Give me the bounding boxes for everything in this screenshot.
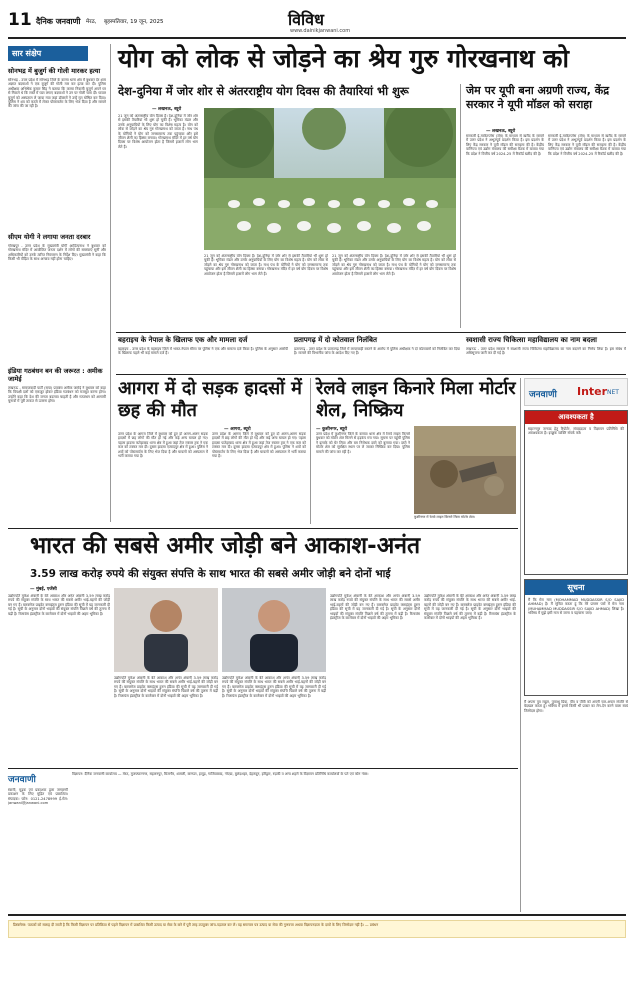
- agra-byline: — आगरा, ब्यूरो: [224, 427, 251, 432]
- lead-byline: — लखनऊ, ब्यूरो: [152, 107, 182, 112]
- jem-byline: — लखनऊ, ब्यूरो: [486, 129, 516, 134]
- mortar-photo-image: [414, 426, 516, 514]
- masthead: [8, 8, 626, 36]
- ambani-headline-1: भारत की सबसे अमीर जोड़ी बने आकाश-अनंत: [30, 533, 421, 559]
- short-story-headline: स्वशासी राज्य चिकित्सा महाविद्यालय का नाम बदला: [466, 336, 597, 344]
- imprint-body: स्वामी, मुद्रक एवं प्रकाशक द्वारा जनवाणी प्रकाशन के लिए मुद्रित एवं प्रकाशित। संपादक। फोन: 0121-2478999 ई-मेल: janwani@janwani.com: [8, 788, 68, 806]
- lead-body-continued: 21 जून को अंतरराष्ट्रीय योग दिवस है। देश-दुनिया में जोर शोर से इसकी तैयारियां भी शुरू हो चुकी हैं। भूमिका मंडल और उनके अनुयायियों के लिए योग का विशेष महत्व है। योग को लोक से जोड़ने का श्रेय गुरु गोरखनाथ को जाता है। नाथ पंथ के योगियों ने योग को जनसामान्य तक पहुंचाया और इसे जीवन शैली का हिस्सा बनाया। गोरखनाथ मंदिर में हर वर्ष योग दिवस पर विशेष आयोजन होता है जिसमें हजारों लोग भाग लेते हैं।: [204, 254, 328, 276]
- yoga-photo: [204, 108, 456, 250]
- website-url[interactable]: www.dainikjanwani.com: [290, 28, 351, 34]
- jem-body: सरकारी ई-मार्केटप्लेस (जेम) के माध्यम से खरीद के मामले में उत्तर प्रदेश ने अभूतपूर्व प्रदर्शन किया है। इस प्रदर्शन के लिए केंद्र सरकार ने यूपी मॉडल की सराहना की है। केंद्रीय वाणिज्य एवं उद्योग मंत्रालय की समीक्षा बैठक में बताया गया कि प्रदेश ने वित्तीय वर्ष 2024-25 में रिकॉर्ड खरीद की है।: [466, 134, 544, 156]
- notice-title: आवश्यकता है: [525, 411, 627, 424]
- ad-brand-sub: NET: [607, 389, 619, 396]
- ambani-photo-image: [222, 588, 326, 672]
- ambani-byline: — मुंबई, एजेंसी: [30, 587, 57, 592]
- rule-1: [116, 332, 626, 333]
- sidebar-item: [8, 367, 106, 486]
- sidebar-heading: सार संक्षेप: [8, 46, 88, 61]
- rule-2: [116, 374, 626, 375]
- offices-list: विज्ञापन: दैनिक जनवाणी कार्यालय — मेरठ, मुजफ्फरनगर, सहारनपुर, बिजनौर, शामली, बागपत, हापुड़, गाजियाबाद, नोएडा, बुलंदशहर, देहरादून, हरिद्वार, रुड़की व अन्य शहरों के विज्ञापन प्रतिनिधि कार्यालयों के पते एवं फोन नंबर।: [72, 772, 369, 776]
- ambani-body-continued: उद्योगपति मुकेश अंबानी के बेटे आकाश और अनंत अंबानी 3.59 लाख करोड़ रुपये की संयुक्त संपत्ति के साथ भारत की सबसे अमीर भाई-बहनों की जोड़ी बन गए हैं। बारक्लेज प्राइवेट क्लाइंट्स हुरुन इंडिया की सूची में यह जानकारी दी गई है। सूची के अनुसार दोनों भाइयों की संयुक्त संपत्ति पिछले वर्ष की तुलना में बढ़ी है। रिलायंस इंडस्ट्रीज के कारोबार में दोनों भाइयों की अहम भूमिका है।: [114, 676, 218, 698]
- ad-column: [524, 378, 628, 912]
- jem-headline: जेम पर यूपी बना अग्रणी राज्य, केंद्र सरकार ने यूपी मॉडल को सराहा: [466, 84, 610, 111]
- city: मेरठ,: [86, 19, 97, 25]
- ambani-body: उद्योगपति मुकेश अंबानी के बेटे आकाश और अनंत अंबानी 3.59 लाख करोड़ रुपये की संयुक्त संपत्ति के साथ भारत की सबसे अमीर भाई-बहनों की जोड़ी बन गए हैं। बारक्लेज प्राइवेट क्लाइंट्स हुरुन इंडिया की सूची में यह जानकारी दी गई है। सूची के अनुसार दोनों भाइयों की संयुक्त संपत्ति पिछले वर्ष की तुलना में बढ़ी है। रिलायंस इंडस्ट्रीज के कारोबार में दोनों भाइयों की अहम भूमिका है।: [8, 594, 110, 616]
- soochna-title: सूचना: [525, 580, 627, 595]
- short-story-body: बहराइच - उत्तर प्रदेश के बहराइच जिले में भारत-नेपाल सीमा पर पुलिस ने एक और मामला दर्ज किया है। पुलिस के अनुसार आरोपी के खिलाफ पहले भी कई मामले दर्ज हैं।: [118, 347, 288, 356]
- rule-5: [8, 914, 626, 916]
- rail-byline: — कुशीनगर, ब्यूरो: [316, 427, 348, 432]
- sidebar-item-body: सोनभद्र - उत्तर प्रदेश में सोनभद्र जिले के करमा थाना क्षेत्र में बुधवार देर शाम अज्ञात बदमाशों ने एक बुजुर्ग की गोली मार कर हत्या कर दी। पुलिस अधीक्षक अभिषेक कुमार सिंह ने बताया कि करमा निवासी बुजुर्ग अपने घर से निकले थे कि रास्ते में घात लगाए बदमाशों ने उन पर गोली चला दी। घायल बुजुर्ग को अस्पताल ले जाया गया जहां डॉक्टरों ने उन्हें मृत घोषित कर दिया। पुलिस ने शव को कब्जे में लेकर पोस्टमार्टम के लिए भेज दिया है और मामले की जांच की जा रही है।: [8, 78, 106, 109]
- date: बृहस्पतिवार, 19 जून, 2025: [104, 19, 164, 25]
- sidebar-item: [8, 233, 106, 362]
- ad-banner: [524, 378, 628, 406]
- rail-body: उत्तर प्रदेश में कुशीनगर जिले के कसया थाना क्षेत्र में रेलवे लाइन किनारे बुधवार को मोर्टार शेल मिलने से हड़कंप मच गया। सूचना पर पहुंची पुलिस ने इलाके को घेर लिया और बम निरोधक दस्ते को बुलाया गया। दस्ते ने मोर्टार शेल को सुरक्षित स्थान पर ले जाकर निष्क्रिय कर दिया। पुलिस मामले की जांच कर रही है।: [316, 432, 410, 454]
- ambani-headline-2: 3.59 लाख करोड़ रुपये की संयुक्त संपत्ति के साथ भारत की सबसे अमीर जोड़ी बने दोनों भाई: [30, 568, 391, 580]
- rule-3: [8, 528, 518, 529]
- sidebar-item-title: इंडिया गठबंधन बन की जरूरत : अमीक जामेई: [8, 367, 103, 383]
- sidebar: [8, 46, 106, 514]
- paper-name: दैनिक जनवाणी: [36, 17, 81, 26]
- notice-body: सहारनपुर जनपद हेतु रिपोर्टर, संवाददाता व विज्ञापन प्रतिनिधि की आवश्यकता है। इच्छुक व्यक्ति संपर्क करें।: [528, 427, 624, 436]
- soochna-body: मैं कि मेरा नाम (MOHAMMAD MUDDASSIR S/O SAJID AHMAD) है। मैं सूचित करता हूं कि मेरे प्रमाण पत्रों में मेरा नाम (MUHAMMAD MUDDASSIR S/O SAJID AHMAD) लिखा है। भविष्य में मुझे इसी नाम से जाना व पहचाना जाए।: [528, 598, 624, 616]
- ambani-photo: [114, 588, 218, 672]
- ambani-photo-image: [114, 588, 218, 672]
- sidebar-item: [8, 67, 106, 228]
- short-story-headline: बहराइच के नेपाल के खिलाफ एक और मामला दर्ज: [118, 336, 248, 344]
- page-number: 11: [8, 10, 32, 30]
- ambani-body-continued: उद्योगपति मुकेश अंबानी के बेटे आकाश और अनंत अंबानी 3.59 लाख करोड़ रुपये की संयुक्त संपत्ति के साथ भारत की सबसे अमीर भाई-बहनों की जोड़ी बन गए हैं। बारक्लेज प्राइवेट क्लाइंट्स हुरुन इंडिया की सूची में यह जानकारी दी गई है। सूची के अनुसार दोनों भाइयों की संयुक्त संपत्ति पिछले वर्ष की तुलना में बढ़ी है। रिलायंस इंडस्ट्रीज के कारोबार में दोनों भाइयों की अहम भूमिका है।: [222, 676, 326, 698]
- lead-body: 21 जून को अंतरराष्ट्रीय योग दिवस है। देश-दुनिया में जोर शोर से इसकी तैयारियां भी शुरू हो चुकी हैं। भूमिका मंडल और उनके अनुयायियों के लिए योग का विशेष महत्व है। योग को लोक से जोड़ने का श्रेय गुरु गोरखनाथ को जाता है। नाथ पंथ के योगियों ने योग को जनसामान्य तक पहुंचाया और इसे जीवन शैली का हिस्सा बनाया। गोरखनाथ मंदिर में हर वर्ष योग दिवस पर विशेष आयोजन होता है जिसमें हजारों लोग भाग लेते हैं।: [118, 114, 198, 149]
- ad-divider: [520, 378, 521, 912]
- notice-box: [524, 410, 628, 575]
- sidebar-item-body: लखनऊ - समाजवादी पार्टी (सपा) प्रवक्ता अमीक जामेई ने बुधवार को कहा कि विपक्षी दलों को एकजुट होकर इंडिया गठबंधन को मजबूत करना होगा। उन्होंने कहा कि देश की जनता बदलाव चाहती है और गठबंधन को आगामी चुनावों में पूरी ताकत से उतरना होगा।: [8, 386, 106, 404]
- sidebar-item-title: सोनभद्र में बुजुर्ग की गोली मारकर हत्या: [8, 67, 101, 75]
- sidebar-item-title: सीएम योगी ने लगाया जनता दरबार: [8, 233, 91, 241]
- yoga-photo-image: [204, 108, 456, 250]
- agra-divider: [310, 378, 311, 524]
- imprint-title: जनवाणी: [8, 775, 36, 785]
- agra-headline: आगरा में दो सड़क हादसों में छह की मौत: [118, 378, 302, 421]
- short-story-3: [466, 336, 626, 373]
- lead-body-continued: 21 जून को अंतरराष्ट्रीय योग दिवस है। देश-दुनिया में जोर शोर से इसकी तैयारियां भी शुरू हो चुकी हैं। भूमिका मंडल और उनके अनुयायियों के लिए योग का विशेष महत्व है। योग को लोक से जोड़ने का श्रेय गुरु गोरखनाथ को जाता है। नाथ पंथ के योगियों ने योग को जनसामान्य तक पहुंचाया और इसे जीवन शैली का हिस्सा बनाया। गोरखनाथ मंदिर में हर वर्ष योग दिवस पर विशेष आयोजन होता है जिसमें हजारों लोग भाग लेते हैं।: [332, 254, 456, 276]
- rail-headline: रेलवे लाइन किनारे मिला मोर्टार शेल, निष्क्रिय: [316, 378, 516, 421]
- agra-body: उत्तर प्रदेश के आगरा जिले में बुधवार को हुए दो अलग-अलग सड़क हादसों में छह लोगों की मौत हो गई और कई अन्य घायल हो गए। पहला हादसा फतेहाबाद थाना क्षेत्र में हुआ जहां तेज रफ्तार ट्रक ने एक कार को टक्कर मार दी। दूसरा हादसा एत्मादपुर क्षेत्र में हुआ। पुलिस ने शवों को पोस्टमार्टम के लिए भेज दिया है और घायलों को अस्पताल में भर्ती कराया गया है।: [118, 432, 208, 459]
- masthead-rule: [8, 37, 626, 39]
- ambani-photo: [222, 588, 326, 672]
- sidebar-item-body: गोरखपुर - उत्तर प्रदेश के मुख्यमंत्री योगी आदित्यनाथ ने बुधवार को गोरखनाथ मंदिर में आयोजित जनता दर्शन में लोगों की समस्याएं सुनीं और अधिकारियों को उनके त्वरित निस्तारण के निर्देश दिए। मुख्यमंत्री ने कहा कि किसी भी पीड़ित के साथ अन्याय नहीं होना चाहिए।: [8, 244, 106, 262]
- classified-body: मैं अपना पुत्र राहुल, पुत्रवधू प्रिया, पौत्र व पौत्री को अपनी चल-अचल संपत्ति से बेदखल करता हूं। भविष्य में इनसे किसी भी प्रकार का लेन-देन करने वाला स्वयं जिम्मेदार होगा।: [524, 700, 628, 713]
- jem-body-continued: सरकारी ई-मार्केटप्लेस (जेम) के माध्यम से खरीद के मामले में उत्तर प्रदेश ने अभूतपूर्व प्रदर्शन किया है। इस प्रदर्शन के लिए केंद्र सरकार ने यूपी मॉडल की सराहना की है। केंद्रीय वाणिज्य एवं उद्योग मंत्रालय की समीक्षा बैठक में बताया गया कि प्रदेश ने वित्तीय वर्ष 2024-25 में रिकॉर्ड खरीद की है।: [548, 134, 626, 156]
- disclaimer-text: डिस्क्लेमर: पाठकों को सलाह दी जाती है कि किसी विज्ञापन पर प्रतिक्रिया से पहले विज्ञापन में प्रकाशित किसी उत्पाद या सेवा के बारे में पूरी तरह उपयुक्त जांच-पड़ताल कर लें। यह समाचार पत्र उत्पाद या सेवा की गुणवत्ता अथवा विज्ञापनदाता के दावों के लिए जिम्मेदार नहीं है। — प्रबंधन: [13, 923, 379, 927]
- soochna-box: [524, 579, 628, 696]
- lead-headline: योग को लोक से जोड़ने का श्रेय गुरु गोरखनाथ को: [118, 44, 569, 73]
- short-story-1: [118, 336, 288, 373]
- ambani-body-continued: उद्योगपति मुकेश अंबानी के बेटे आकाश और अनंत अंबानी 3.59 लाख करोड़ रुपये की संयुक्त संपत्ति के साथ भारत की सबसे अमीर भाई-बहनों की जोड़ी बन गए हैं। बारक्लेज प्राइवेट क्लाइंट्स हुरुन इंडिया की सूची में यह जानकारी दी गई है। सूची के अनुसार दोनों भाइयों की संयुक्त संपत्ति पिछले वर्ष की तुलना में बढ़ी है। रिलायंस इंडस्ट्रीज के कारोबार में दोनों भाइयों की अहम भूमिका है।: [330, 594, 420, 621]
- short-story-body: प्रतापगढ़ - उत्तर प्रदेश के प्रतापगढ़ जिले में लापरवाही बरतने के आरोप में पुलिस अधीक्षक ने दो कोतवालों को निलंबित कर दिया है। मामले की विभागीय जांच के आदेश दिए गए हैं।: [294, 347, 460, 356]
- short-story-body: लखनऊ - उत्तर प्रदेश सरकार ने स्वशासी राज्य चिकित्सा महाविद्यालय का नाम बदलने का निर्णय लिया है। इस संबंध में अधिसूचना जारी कर दी गई है।: [466, 347, 626, 356]
- ambani-body-continued: उद्योगपति मुकेश अंबानी के बेटे आकाश और अनंत अंबानी 3.59 लाख करोड़ रुपये की संयुक्त संपत्ति के साथ भारत की सबसे अमीर भाई-बहनों की जोड़ी बन गए हैं। बारक्लेज प्राइवेट क्लाइंट्स हुरुन इंडिया की सूची में यह जानकारी दी गई है। सूची के अनुसार दोनों भाइयों की संयुक्त संपत्ति पिछले वर्ष की तुलना में बढ़ी है। रिलायंस इंडस्ट्रीज के कारोबार में दोनों भाइयों की अहम भूमिका है।: [424, 594, 516, 621]
- agra-body-continued: उत्तर प्रदेश के आगरा जिले में बुधवार को हुए दो अलग-अलग सड़क हादसों में छह लोगों की मौत हो गई और कई अन्य घायल हो गए। पहला हादसा फतेहाबाद थाना क्षेत्र में हुआ जहां तेज रफ्तार ट्रक ने एक कार को टक्कर मार दी। दूसरा हादसा एत्मादपुर क्षेत्र में हुआ। पुलिस ने शवों को पोस्टमार्टम के लिए भेज दिया है और घायलों को अस्पताल में भर्ती कराया गया है।: [212, 432, 306, 459]
- mortar-photo: [414, 426, 516, 514]
- imprint-box: [8, 772, 68, 912]
- short-story-headline: प्रतापगढ़ में दो कोतवाल निलंबित: [294, 336, 377, 344]
- jem-divider: [460, 84, 461, 328]
- lead-subhead: देश-दुनिया में जोर शोर से अंतरराष्ट्रीय योग दिवस की तैयारियां भी शुरू: [118, 84, 409, 98]
- sidebar-divider: [110, 44, 111, 522]
- rule-4: [8, 768, 518, 769]
- short-story-2: [294, 336, 460, 373]
- disclaimer-footer: [8, 920, 626, 938]
- ad-brand: Inter: [577, 385, 608, 398]
- rail-photo-caption: कुशीनगर में रेलवे लाइन किनारे मिला मोर्टार शेल।: [414, 515, 476, 519]
- section-title: विविध: [288, 10, 324, 29]
- ad-paper-name: जनवाणी: [529, 390, 557, 400]
